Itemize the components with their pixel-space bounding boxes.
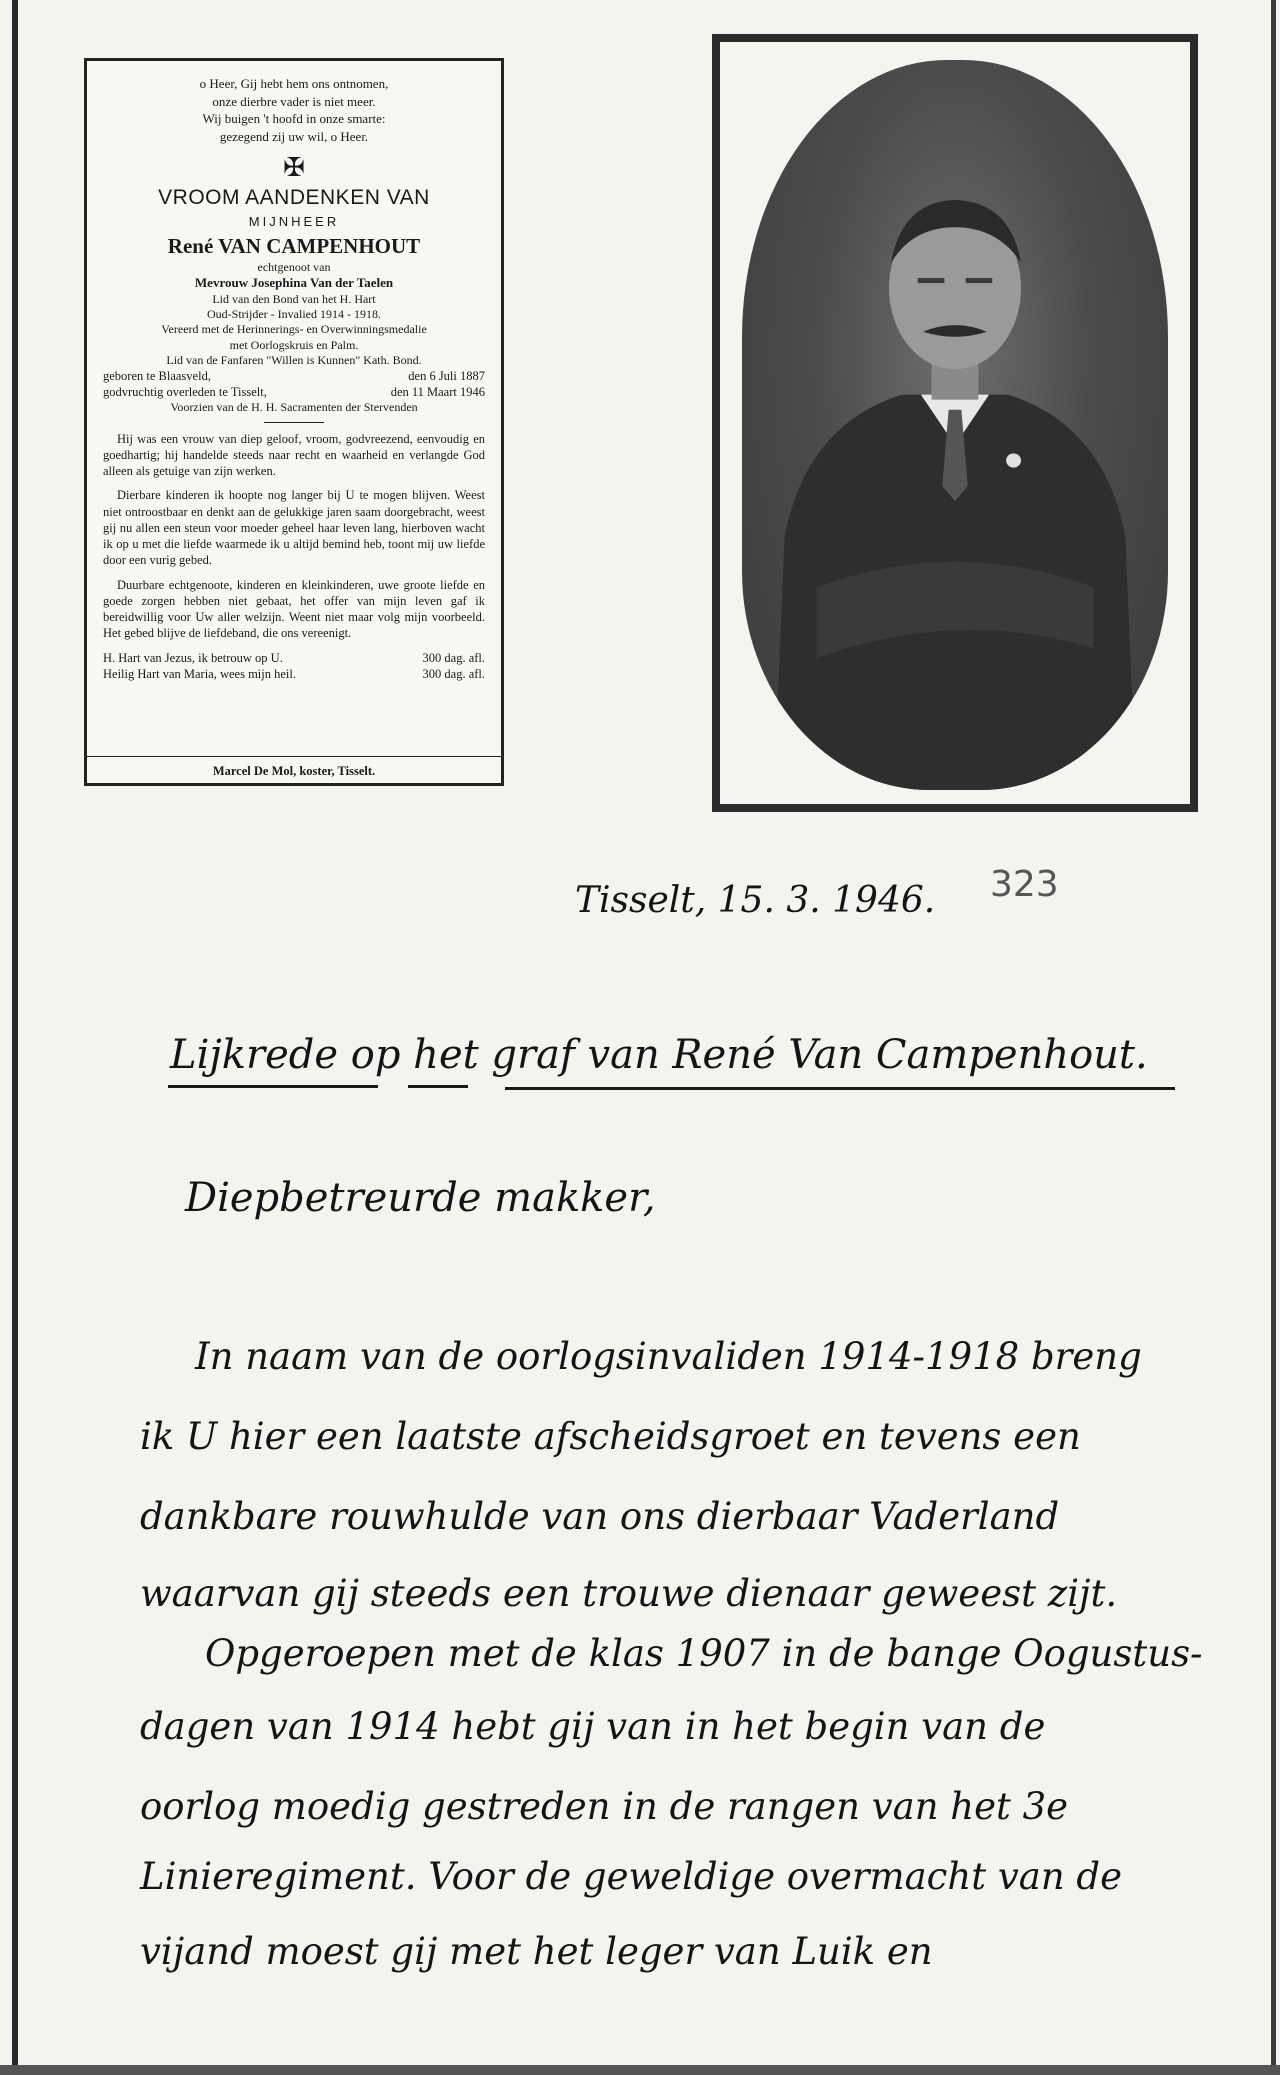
spouse-relation: echtgenoot van [257, 259, 331, 274]
poem-line: gezegend zij uw wil, o Heer. [219, 128, 369, 144]
death-date: den 11 Maart 1946 [390, 385, 485, 400]
divider [264, 422, 324, 423]
letter-line: oorlog moedig gestreden in de rangen van het 3e [140, 1785, 1069, 1828]
photo-mat [720, 42, 1190, 804]
page-edge-left [12, 0, 18, 2075]
title-underline [168, 1085, 378, 1088]
card-paragraph: Hij was een vrouw van diep geloof, vroom, godvreezend, eenvoudig en goedhartig; hij handelde steeds naar recht en waarheid en verlangde God alleen als getuige van zijn werken. [103, 431, 485, 479]
indulgence-text: 300 dag. afl. [422, 666, 485, 681]
letter-line: Opgeroepen met de klas 1907 in de bange Oogustus- [205, 1632, 1203, 1675]
prayer-row [103, 650, 485, 666]
death-place: godvruchtig overleden te Tisselt, [103, 385, 267, 400]
sacraments-line: Voorzien van de H. H. Sacramenten der Stervenden [170, 400, 418, 415]
portrait-photo-frame [712, 34, 1198, 812]
deceased-name: René VAN CAMPENHOUT [167, 233, 421, 258]
poem-line: onze dierbre vader is niet meer. [212, 93, 376, 109]
letter-line: dagen van 1914 hebt gij van in het begin van de [140, 1705, 1046, 1748]
prayer-row [103, 666, 485, 682]
page-edge-right [1271, 0, 1276, 2075]
detail-line: Lid van de Fanfaren "Willen is Kunnen" Kath. Bond. [166, 352, 422, 367]
page-number: 323 [990, 864, 1059, 905]
birth-place: geboren te Blaasveld, [103, 369, 211, 384]
detail-line: Vereerd met de Herinnerings- en Overwinningsmedalie [161, 322, 427, 337]
portrait-figure-icon [742, 60, 1168, 790]
letter-line: Linieregiment. Voor de geweldige overmacht van de [140, 1855, 1122, 1898]
detail-line: met Oorlogskruis en Palm. [229, 337, 359, 352]
death-row [103, 384, 485, 400]
memorial-poem [103, 75, 485, 145]
detail-line: Oud-Strijder - Invalied 1914 - 1918. [207, 306, 381, 321]
spouse-name: Mevrouw Josephina Van der Taelen [194, 274, 394, 290]
detail-line: Lid van den Bond van het H. Hart [212, 291, 376, 306]
page-edge-bottom [0, 2065, 1280, 2075]
letter-title: Lijkrede op het graf van René Van Campenhout. [170, 1032, 1148, 1078]
prayer-text: H. Hart van Jezus, ik betrouw op U. [103, 650, 283, 665]
title-underline [408, 1085, 468, 1088]
letter-line: dankbare rouwhulde van ons dierbaar Vaderland [140, 1495, 1060, 1538]
poem-line: o Heer, Gij hebt hem ons ontnomen, [199, 76, 389, 91]
portrait-photo [742, 60, 1168, 790]
memorial-card [84, 58, 504, 786]
cross-icon: ✠ [283, 153, 305, 183]
letter-line: waarvan gij steeds een trouwe dienaar geweest zijt. [140, 1572, 1118, 1615]
card-paragraph: Dierbare kinderen ik hoopte nog langer bij U te mogen blijven. Weest niet ontroostbaar en denkt aan de gelukkige jaren saam doorgebracht, weest gij nu allen een steun voor moeder geheel haar leven lang, hierboven wacht ik op u met die liefde waarmede ik u altijd bemind heb, toont mij uw liefde door een vurig gebed. [103, 488, 485, 568]
letter-line: vijand moest gij met het leger van Luik en [140, 1930, 933, 1973]
poem-line: Wij buigen 't hoofd in onze smarte: [202, 111, 386, 127]
prayer-text: Heilig Hart van Maria, wees mijn heil. [103, 666, 296, 681]
memorial-heading: VROOM AANDENKEN VAN [158, 186, 430, 210]
divider [87, 756, 501, 757]
title-underline [505, 1087, 1175, 1090]
memorial-honorific: MIJNHEER [248, 214, 340, 230]
card-paragraph: Duurbare echtgenoote, kinderen en kleinkinderen, uwe groote liefde en goede zorgen hebben niet gebaat, het offer van mijn leven gaf ik bereidwillig voor Uw aller welzijn. Weent niet maar volg mijn voorbeeld. Het gebed blijve de liefdeband, die ons vereenigt. [103, 577, 485, 641]
letter-line: In naam van de oorlogsinvaliden 1914-1918 breng [195, 1335, 1142, 1378]
letter-date: Tisselt, 15. 3. 1946. [575, 880, 936, 921]
birth-date: den 6 Juli 1887 [408, 369, 485, 384]
printer-credit: Marcel De Mol, koster, Tisselt. [212, 764, 376, 778]
birth-row [103, 368, 485, 384]
letter-line: ik U hier een laatste afscheidsgroet en tevens een [140, 1415, 1081, 1458]
letter-salutation: Diepbetreurde makker, [185, 1175, 656, 1221]
indulgence-text: 300 dag. afl. [422, 650, 485, 665]
